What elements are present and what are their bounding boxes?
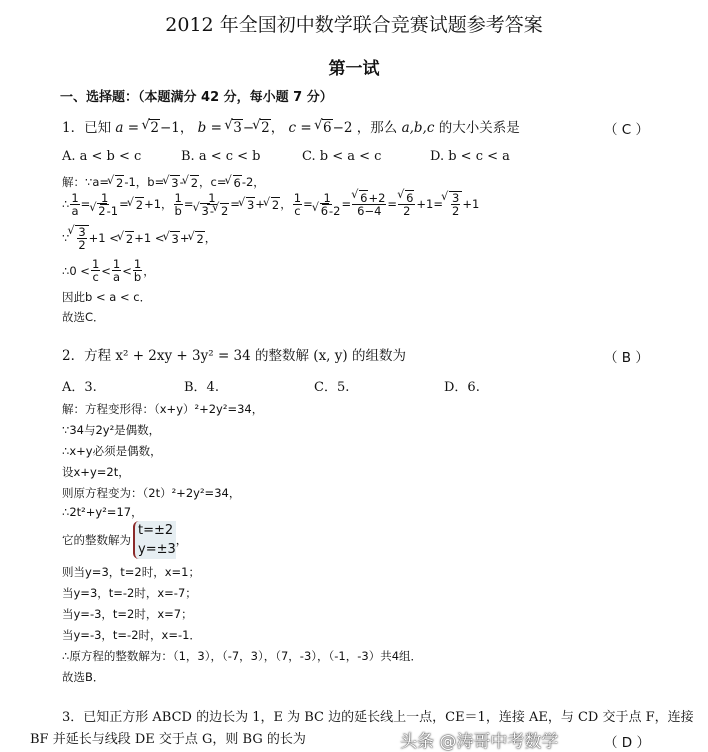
math-variable: a [115, 120, 124, 136]
square-root: √ 2 [271, 197, 280, 212]
option-b: B. a < c < b [181, 149, 261, 164]
solution-text: 故选B． [62, 670, 105, 684]
solution-line [62, 669, 104, 685]
math-group [91, 205, 118, 217]
fraction [77, 226, 86, 251]
math-text: = [183, 197, 194, 212]
question-3-line-2: BF 并延长与线段 DE 交于点 G，则 BG 的长为 [30, 732, 306, 747]
math-group [289, 120, 520, 136]
square-root: √ 2 [149, 119, 160, 136]
math-text: a [71, 203, 79, 218]
document-title: 2012 年全国初中数学联合竞赛试题参考答案 [165, 14, 543, 36]
math-text: c [294, 203, 301, 218]
math-text: +1 < [134, 231, 165, 246]
solution-text: 设x+y=2t， [62, 465, 130, 479]
square-root: √ 2 [260, 119, 271, 136]
math-text: = [341, 197, 352, 212]
math-text: 1 [208, 190, 216, 205]
solution-line [62, 191, 479, 217]
solution-line [62, 309, 105, 325]
math-text: 2 [451, 204, 460, 219]
math-text: = [123, 120, 144, 136]
math-text: ∵ [62, 231, 70, 246]
solution-line [62, 648, 422, 664]
square-root: √ 3 [170, 231, 179, 246]
solution-text: 当y=-3，t=-2时，x=-1． [62, 628, 201, 642]
math-text: c [92, 270, 99, 285]
option-b: B．4. [184, 380, 219, 395]
math-text: +1 [462, 197, 480, 212]
math-text: = [296, 120, 316, 136]
square-root: √ 2 [115, 175, 124, 190]
square-root: √ 3 [232, 119, 243, 136]
option-a: A．3. [62, 380, 97, 395]
math-text: +1= [416, 197, 443, 212]
option-d: D. b < c < a [430, 149, 510, 164]
solution-text: 则当y=3，t=2时，x=1； [62, 565, 200, 579]
option-d: D．6. [444, 380, 480, 395]
math-text: +1， [144, 197, 173, 212]
math-text: +1 < [88, 231, 119, 246]
system-row: t=±2 [138, 523, 174, 538]
math-text: 因此b < a < c． [62, 290, 152, 304]
math-text: 1 [91, 257, 100, 271]
math-text: + [255, 197, 265, 212]
math-text: < [122, 263, 132, 278]
square-root: √ 2 [195, 231, 204, 246]
solution-text: 解：方程变形得：（x+y）²+2y²=34， [62, 402, 264, 416]
math-text: 1 [101, 190, 109, 205]
question-2-stem: 2．方程 x² + 2xy + 3y² = 34 的整数解 (x, y) 的组数为 [62, 348, 406, 364]
solution-text: ∴2t²+y²=17， [62, 505, 143, 519]
math-group [352, 192, 386, 205]
fraction [174, 192, 183, 217]
math-group [62, 120, 115, 136]
solution-line [62, 289, 151, 305]
fraction [314, 192, 341, 217]
math-text: 故选C． [62, 310, 105, 324]
math-variable: c [288, 120, 297, 136]
math-text: 1 [323, 190, 331, 205]
math-text: ， [204, 231, 217, 246]
solution-text: ∴x+y必须是偶数， [62, 444, 162, 458]
solution-line [62, 225, 216, 251]
math-group [194, 205, 229, 217]
math-text: 2 [78, 238, 86, 253]
fraction [91, 258, 100, 283]
math-text: 1 [174, 190, 182, 205]
question-1-answer: （ C ） [604, 122, 650, 138]
solution-line [62, 627, 201, 643]
math-text: a [113, 270, 121, 285]
math-text: ， [143, 263, 155, 278]
math-text: -1 [106, 203, 119, 218]
square-root [75, 225, 88, 251]
math-variable: b [197, 120, 207, 136]
math-text: = [387, 197, 398, 212]
fraction [194, 192, 229, 217]
option-a: A. a < b < c [62, 149, 142, 164]
math-text: ∴0 < [62, 263, 90, 278]
option-c: C．5. [314, 380, 350, 395]
math-text: √ 3 [78, 225, 86, 239]
solution-line [62, 443, 162, 459]
solution-text: ∵34与2y²是偶数， [62, 423, 161, 437]
question-2-answer: （ B ） [604, 350, 649, 366]
math-text: √ 3 [451, 191, 460, 205]
fraction [133, 258, 142, 283]
solution-text: 当y=-3，t=2时，x=7； [62, 607, 193, 621]
math-text: ， [280, 197, 292, 212]
solution-line [62, 174, 265, 190]
solution-line [62, 521, 187, 559]
math-text: = [230, 197, 240, 212]
math-text: = [206, 120, 227, 136]
solution-line [62, 464, 130, 480]
system-row: y=±3 [138, 542, 176, 557]
square-root: √ 2 [97, 203, 106, 218]
fraction [398, 192, 415, 217]
math-text: 2 [403, 203, 411, 218]
square-root: √ 2 [220, 203, 229, 218]
math-text: 6−4 [357, 203, 382, 218]
square-root: √ 6 [359, 190, 368, 205]
math-text: b [133, 270, 142, 285]
math-text: +2 [368, 190, 386, 205]
section-heading: 一、选择题：（本题满分 42 分，每小题 7 分） [60, 90, 333, 105]
math-group [314, 205, 341, 217]
math-text: ∴ [62, 197, 70, 212]
math-text: -1，b= [124, 175, 165, 189]
math-text: 解：∵a= [62, 175, 109, 189]
square-root [449, 191, 462, 217]
solution-line [62, 564, 200, 580]
solution-line [62, 258, 155, 283]
square-root: √ 6 [320, 203, 329, 218]
option-c: C. b < a < c [302, 149, 382, 164]
math-text: + [179, 231, 190, 246]
question-3-line-1: 3．已知正方形 ABCD 的边长为 1，E 为 BC 边的延长线上一点，CE＝1，连接 AE，与 CD 交于点 F，连接 [62, 710, 694, 725]
solution-line [62, 606, 193, 622]
solution-line [62, 401, 263, 417]
solution-line [62, 585, 197, 601]
math-text: < [101, 263, 111, 278]
math-text: ， [175, 533, 188, 547]
fraction [352, 192, 386, 217]
fraction [91, 192, 118, 217]
solution-text: ∴原方程的整数解为：（1，3），（-7，3），（7，-3），（-1，-3）共4组． [62, 649, 423, 663]
square-root: √ 6 [322, 119, 333, 136]
square-root: √ 2 [190, 175, 199, 190]
math-text: 1 [112, 257, 121, 271]
square-root: √ 3 [246, 197, 255, 212]
solution-line [62, 485, 240, 501]
math-text: - [179, 175, 184, 189]
math-group [115, 120, 197, 136]
square-root: √ 6 [405, 190, 414, 205]
math-text: − [242, 120, 255, 136]
math-text: 1 [293, 190, 302, 205]
equation-system [133, 521, 176, 559]
math-text: -2 [329, 203, 341, 218]
watermark: 头条 @涛哥中考数学 [400, 732, 559, 752]
solution-text: 当y=3，t=-2时，x=-7； [62, 586, 197, 600]
question-1-stem [62, 116, 520, 136]
question-3-answer: （ D ） [604, 735, 650, 751]
fraction [451, 192, 460, 217]
math-text: −1， [159, 120, 198, 136]
math-text: -2， [241, 175, 265, 189]
math-group [398, 192, 415, 205]
math-text: = [303, 197, 313, 212]
fraction [112, 258, 121, 283]
square-root: √ 6 [233, 175, 242, 190]
math-text: - [209, 203, 214, 218]
square-root: √ 2 [135, 197, 144, 212]
math-text: = [119, 197, 129, 212]
math-text: 1．已知 [62, 120, 116, 136]
section-subtitle: 第一试 [328, 59, 380, 79]
square-root: √ 3 [200, 203, 209, 218]
math-variable: a,b,c [401, 120, 435, 136]
fraction [70, 192, 79, 217]
math-text: ，c= [199, 175, 227, 189]
math-text: 的大小关系是 [434, 120, 520, 136]
math-group [198, 120, 289, 136]
fraction [293, 192, 302, 217]
square-root: √ 2 [125, 231, 134, 246]
solution-line [62, 504, 143, 520]
solution-text: 则原方程变为：（2t）²+2y²=34， [62, 486, 241, 500]
math-text: ， [270, 120, 289, 136]
math-text: −2 ，那么 [332, 120, 402, 136]
math-text: 1 [133, 257, 142, 271]
math-text: b [174, 203, 182, 218]
solution-text: 它的整数解为 [62, 533, 131, 547]
square-root: √ 3 [170, 175, 179, 190]
math-text: 1 [71, 190, 79, 205]
math-text: = [80, 197, 91, 212]
solution-line [62, 422, 160, 438]
